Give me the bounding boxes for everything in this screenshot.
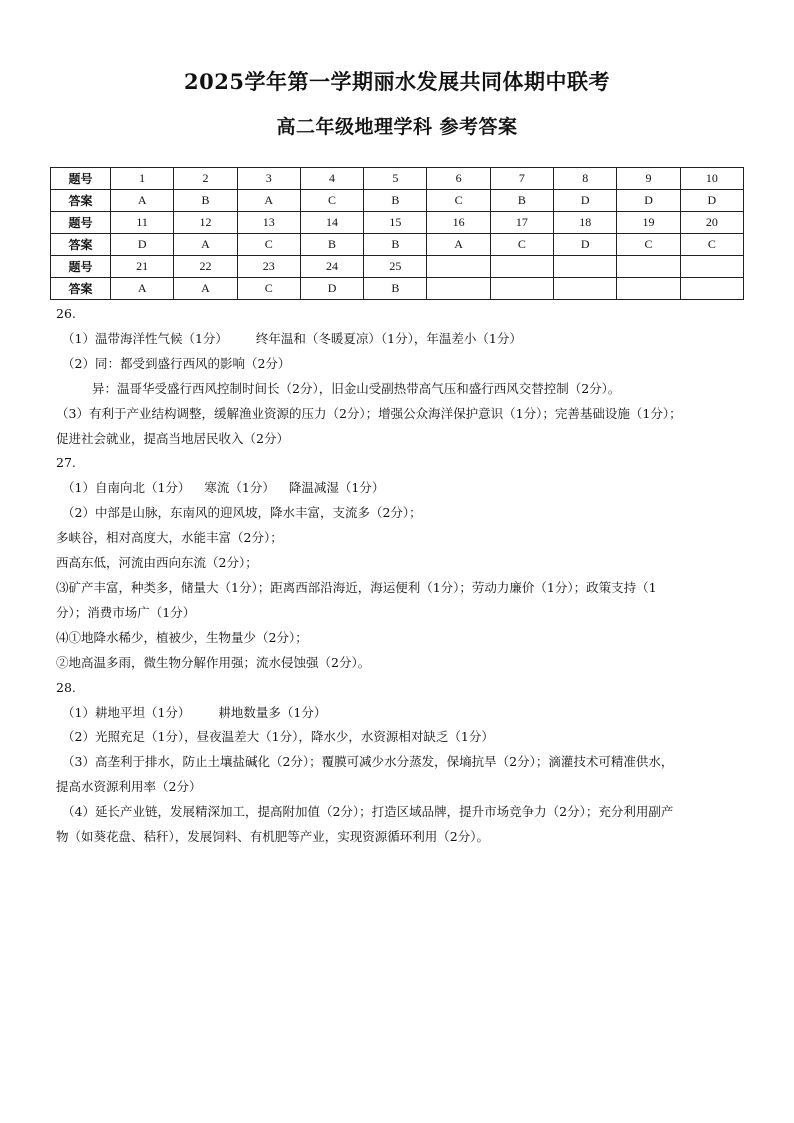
answer-cell: B (364, 234, 427, 256)
q26-part1-features: 终年温和（冬暖夏凉）（1分），年温差小（1分） (255, 330, 522, 346)
question-number-cell: 11 (111, 212, 174, 234)
q27-part2-line1: （2）中部是山脉，东南风的迎风坡，降水丰富，支流多（2分）； (62, 505, 422, 521)
question-number-cell: 19 (617, 212, 680, 234)
answer-cell: D (617, 190, 680, 212)
question-number-cell: 22 (174, 256, 237, 278)
answer-cell: A (427, 234, 490, 256)
answer-cell: A (174, 278, 237, 300)
question-number-cell: 25 (364, 256, 427, 278)
question-number-cell: 9 (617, 168, 680, 190)
answer-cell: B (300, 234, 363, 256)
question-number-cell (427, 256, 490, 278)
q27-part3-line2: 分）；消费市场广（1分） (56, 604, 196, 620)
q27-part1-a: （1）自南向北（1分） (62, 480, 191, 496)
question-number-cell: 20 (680, 212, 743, 234)
question-number-cell: 18 (554, 212, 617, 234)
q27-part3-line1: ⑶矿产丰富，种类多，储量大（1分）；距离西部沿海近，海运便利（1分）；劳动力廉价（1分）；政策支持（1 (56, 579, 657, 595)
page-title: 2025学年第一学期丽水发展共同体期中联考 (184, 69, 610, 94)
question-number-cell: 1 (111, 168, 174, 190)
answer-cell (490, 278, 553, 300)
question-number-cell: 14 (300, 212, 363, 234)
q26-part3-line1: （3）有利于产业结构调整，缓解渔业资源的压力（2分）；增强公众海洋保护意识（1分）；完善基础设施（1分）； (56, 405, 682, 421)
answer-row (51, 234, 744, 256)
answer-key-body (51, 168, 744, 300)
question-number-label: 题号 (51, 168, 111, 190)
question-number-cell: 13 (237, 212, 300, 234)
question-number-cell: 10 (680, 168, 743, 190)
q27-part1 (56, 476, 746, 501)
q26-number: 26. (56, 306, 76, 321)
question-number-cell: 17 (490, 212, 553, 234)
q27-part1-c: 降温减湿（1分） (288, 480, 385, 496)
answer-cell: D (300, 278, 363, 300)
q28-part4-line1: （4）延长产业链，发展精深加工，提高附加值（2分）；打造区域品牌，提升市场竞争力（2分）；充分利用副产 (62, 804, 674, 820)
q26-part3-line2: 促进社会就业，提高当地居民收入（2分） (56, 430, 289, 446)
q28-number: 28. (56, 679, 76, 695)
question-number-label: 题号 (51, 256, 111, 278)
question-number-cell: 21 (111, 256, 174, 278)
question-number-cell (617, 256, 680, 278)
question-number-row (51, 168, 744, 190)
question-number-cell: 16 (427, 212, 490, 234)
q26-part1 (56, 327, 746, 352)
question-number-cell: 12 (174, 212, 237, 234)
answer-cell: A (174, 234, 237, 256)
q27-part4-line2: ②地高温多雨，微生物分解作用强；流水侵蚀强（2分）。 (56, 654, 371, 670)
q26-part1-climate: （1）温带海洋性气候（1分） (62, 330, 228, 346)
answer-cell: C (237, 234, 300, 256)
question-number-label: 题号 (51, 212, 111, 234)
answer-row (51, 190, 744, 212)
answer-cell: C (300, 190, 363, 212)
answer-cell: D (554, 234, 617, 256)
question-number-cell (680, 256, 743, 278)
question-number-row (51, 256, 744, 278)
answer-cell: D (554, 190, 617, 212)
answer-cell: A (237, 190, 300, 212)
answer-row (51, 278, 744, 300)
question-number-cell: 15 (364, 212, 427, 234)
question-number-cell: 4 (300, 168, 363, 190)
question-number-cell (554, 256, 617, 278)
answer-label: 答案 (51, 234, 111, 256)
question-number-row (51, 212, 744, 234)
q28-part3-line2: 提高水资源利用率（2分） (56, 779, 202, 795)
question-number-cell (490, 256, 553, 278)
answer-cell: C (427, 190, 490, 212)
answer-key-table (50, 167, 744, 300)
q28-part1-a: （1）耕地平坦（1分） (62, 704, 191, 720)
q28-part1 (56, 701, 746, 726)
answer-cell: A (111, 190, 174, 212)
answer-cell: D (680, 190, 743, 212)
q26-part2: （2）同：都受到盛行西风的影响（2分） (62, 355, 291, 371)
page-subtitle: 高二年级地理学科 参考答案 (276, 116, 518, 138)
question-number-cell: 23 (237, 256, 300, 278)
question-number-cell: 2 (174, 168, 237, 190)
answer-cell: D (111, 234, 174, 256)
q27-part2-line3: 西高东低，河流由西向东流（2分）； (56, 555, 258, 571)
question-number-cell: 8 (554, 168, 617, 190)
answer-cell: B (364, 278, 427, 300)
answer-text (56, 302, 746, 850)
q28-part4-line2: 物（如葵花盘、秸秆），发展饲料、有机肥等产业，实现资源循环利用（2分）。 (56, 829, 489, 845)
question-number-cell: 6 (427, 168, 490, 190)
answer-label: 答案 (51, 278, 111, 300)
answer-label: 答案 (51, 190, 111, 212)
question-number-cell: 7 (490, 168, 553, 190)
q28-part2: （2）光照充足（1分），昼夜温差大（1分），降水少，水资源相对缺乏（1分） (62, 729, 494, 745)
q27-number: 27. (56, 455, 76, 471)
answer-cell: C (490, 234, 553, 256)
answer-cell (680, 278, 743, 300)
question-number-cell: 5 (364, 168, 427, 190)
answer-cell: A (111, 278, 174, 300)
answer-cell (554, 278, 617, 300)
question-number-cell: 3 (237, 168, 300, 190)
q27-part1-b: 寒流（1分） (204, 480, 275, 496)
q27-part2-line2: 多峡谷，相对高度大，水能丰富（2分）； (56, 530, 283, 546)
answer-cell: C (237, 278, 300, 300)
answer-cell (617, 278, 680, 300)
q28-part1-b: 耕地数量多（1分） (218, 704, 327, 720)
q28-part3-line1: （3）高垄利于排水，防止土壤盐碱化（2分）；覆膜可减少水分蒸发，保墒抗旱（2分）；滴灌技术可精准供水， (62, 754, 674, 770)
answer-cell: B (174, 190, 237, 212)
answer-cell (427, 278, 490, 300)
answer-cell: B (490, 190, 553, 212)
answer-cell: B (364, 190, 427, 212)
answer-cell: C (617, 234, 680, 256)
q26-part2-diff: 异：温哥华受盛行西风控制时间长（2分），旧金山受副热带高气压和盛行西风交替控制（2分）。 (92, 380, 621, 396)
answer-cell: C (680, 234, 743, 256)
question-number-cell: 24 (300, 256, 363, 278)
q27-part4-line1: ⑷①地降水稀少，植被少，生物量少（2分）； (56, 629, 308, 645)
